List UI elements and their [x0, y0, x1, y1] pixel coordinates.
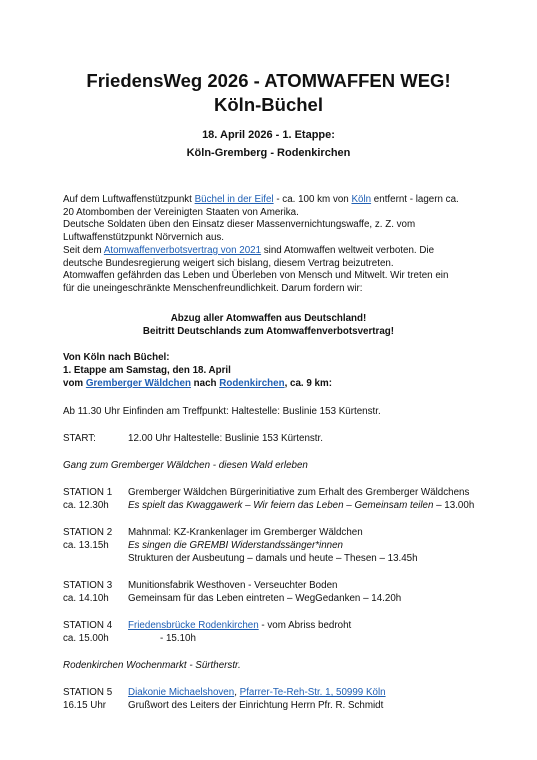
station-3-label: STATION 3: [63, 580, 113, 591]
intro-line: deutsche Bundesregierung weigert sich bislang, diesem Vertrag beizutreten.: [63, 257, 394, 269]
station-1-program: [128, 500, 474, 511]
intro-line: [63, 194, 483, 207]
route-heading-line: Von Köln nach Büchel:: [63, 352, 170, 363]
station-5-separator: ,: [234, 687, 240, 698]
station-4-label: STATION 4: [63, 620, 113, 631]
station-2-label: STATION 2: [63, 527, 113, 538]
intro-text: entfernt - lagern ca.: [371, 194, 459, 205]
station-5-time: 16.15 Uhr: [63, 700, 107, 711]
intro-text: sind Atomwaffen weltweit verboten. Die: [261, 244, 435, 256]
station-4-place: [128, 620, 351, 631]
start-value: 12.00 Uhr Haltestelle: Buslinie 153 Kürtenstr.: [128, 433, 323, 444]
station-1-program-time: – 13.00h: [433, 500, 475, 511]
intro-paragraph: [63, 194, 483, 296]
buechel-link[interactable]: Büchel in der Eifel: [194, 194, 274, 205]
diakonie-link[interactable]: Diakonie Michaelshoven: [128, 687, 235, 698]
intro-line: Deutsche Soldaten üben den Einsatz dieser Massenvernichtungswaffe, z. Z. vom: [63, 219, 416, 231]
friedensbruecke-link[interactable]: Friedensbrücke Rodenkirchen: [128, 620, 259, 631]
station-5-label: STATION 5: [63, 687, 113, 698]
station-4-end-time: - 15.10h: [160, 633, 196, 644]
intro-line: 20 Atombomben der Vereinigten Staaten von Amerika.: [63, 206, 299, 218]
intro-line: Luftwaffenstützpunkt Nörvernich aus.: [63, 232, 225, 244]
station-1-label: STATION 1: [63, 487, 113, 498]
intro-text: Seit dem: [63, 244, 104, 256]
walk-note: Gang zum Gremberger Wäldchen - diesen Wald erleben: [63, 460, 308, 471]
station-2-time: ca. 13.15h: [63, 540, 109, 551]
station-5-place: [128, 687, 386, 698]
route-text: nach: [190, 378, 220, 389]
route-line: [63, 378, 332, 389]
intro-text: - ca. 100 km von: [273, 194, 352, 205]
market-note: Rodenkirchen Wochenmarkt - Sürtherstr.: [63, 660, 241, 671]
station-2-program: Es singen die GREMBI Widerstandssänger*innen: [128, 540, 344, 551]
station-1-time: ca. 12.30h: [63, 500, 109, 511]
start-label: START:: [63, 433, 96, 444]
route-heading: Köln-Gremberg - Rodenkirchen: [186, 147, 351, 159]
stage-date: 1. Etappe am Samstag, den 18. April: [63, 365, 231, 376]
page-title-location: Köln-Büchel: [214, 94, 323, 115]
intro-line: [63, 245, 483, 258]
station-1-place: Gremberger Wäldchen Bürgerinitiative zum Erhalt des Gremberger Wäldchens: [128, 487, 470, 498]
station-1-program-text: Es spielt das Kwaggawerk – Wir feiern das Leben – Gemeinsam teilen: [128, 500, 434, 511]
station-3-program: Gemeinsam für das Leben eintreten – WegGedanken – 14.20h: [128, 593, 402, 604]
route-text: vom: [63, 378, 86, 389]
date-heading: 18. April 2026 - 1. Etappe:: [202, 129, 335, 141]
intro-text: Auf dem Luftwaffenstützpunkt: [63, 194, 195, 205]
station-2-place: Mahnmal: KZ-Krankenlager im Gremberger Wäldchen: [128, 527, 363, 538]
station-4-place-note: - vom Abriss bedroht: [258, 620, 352, 631]
meeting-point: Ab 11.30 Uhr Einfinden am Treffpunkt: Haltestelle: Buslinie 153 Kürtenstr.: [63, 406, 381, 417]
intro-line: Atomwaffen gefährden das Leben und Überleben von Mensch und Mitwelt. Wir treten ein: [63, 270, 449, 282]
koeln-link[interactable]: Köln: [351, 194, 372, 205]
intro-line: für die uneingeschränkte Menschenfreundlichkeit. Darum fordern wir:: [63, 282, 363, 294]
address-link[interactable]: Pfarrer-Te-Reh-Str. 1, 50999 Köln: [239, 687, 386, 698]
station-4-time: ca. 15.00h: [63, 633, 109, 644]
demand-2: Beitritt Deutschlands zum Atomwaffenverbotsvertrag!: [142, 326, 395, 337]
rodenkirchen-link[interactable]: Rodenkirchen: [219, 378, 285, 389]
page-title: FriedensWeg 2026 - ATOMWAFFEN WEG!: [86, 70, 451, 91]
station-3-time: ca. 14.10h: [63, 593, 109, 604]
station-5-program: Grußwort des Leiters der Einrichtung Herrn Pfr. R. Schmidt: [128, 700, 384, 711]
station-3-place: Munitionsfabrik Westhoven - Verseuchter Boden: [128, 580, 338, 591]
station-2-theses: Strukturen der Ausbeutung – damals und heute – Thesen – 13.45h: [128, 553, 418, 564]
route-text: , ca. 9 km:: [284, 378, 332, 389]
gremberger-link[interactable]: Gremberger Wäldchen: [85, 378, 191, 389]
demand-1: Abzug aller Atomwaffen aus Deutschland!: [170, 313, 367, 324]
treaty-link[interactable]: Atomwaffenverbotsvertrag von 2021: [103, 244, 262, 256]
